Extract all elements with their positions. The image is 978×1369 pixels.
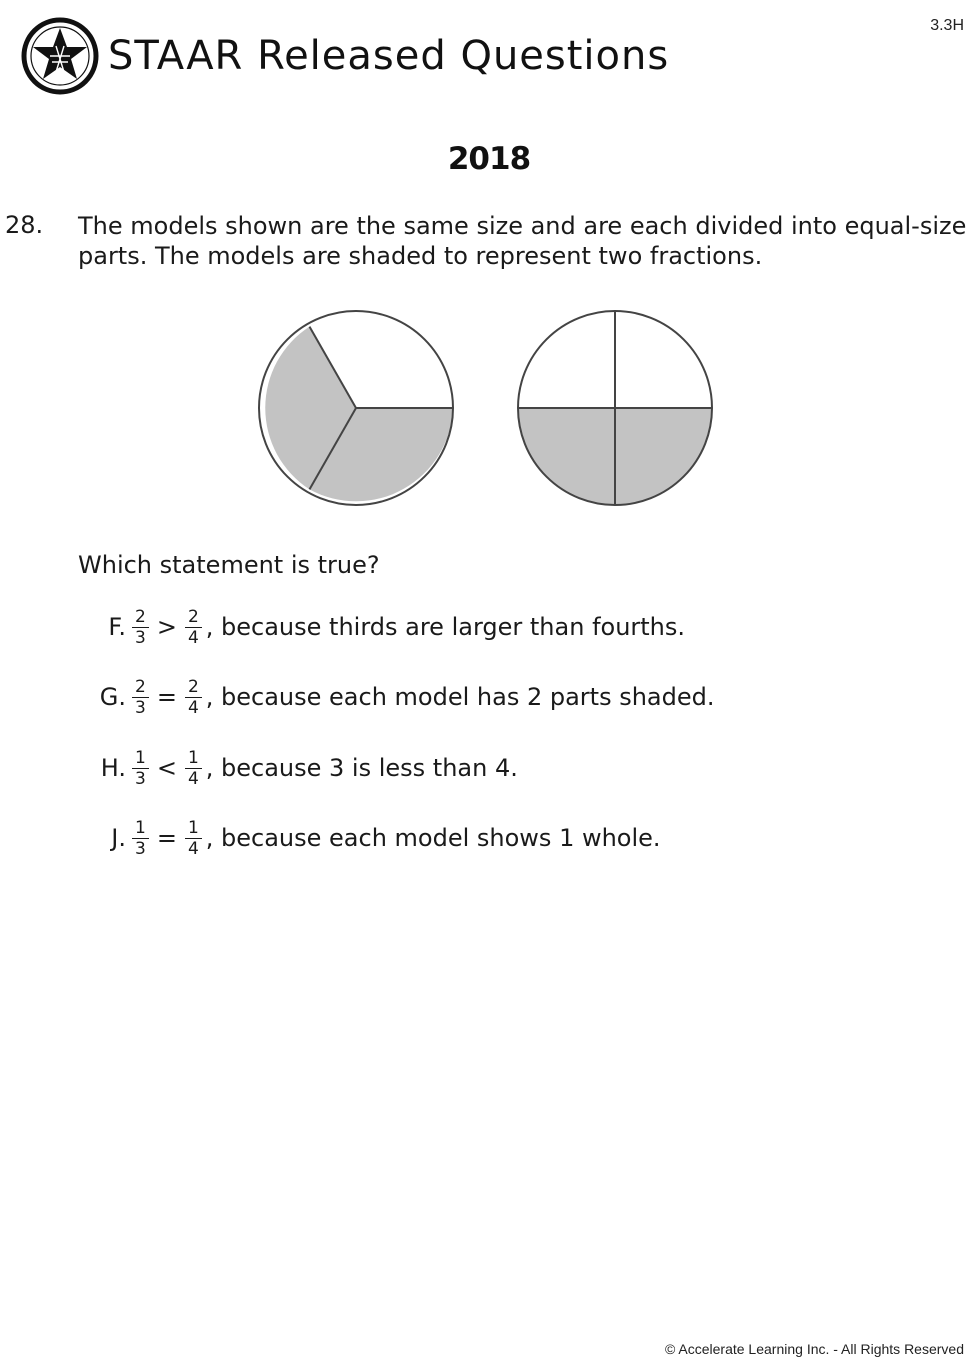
fraction-b: $\frac{2}{4}$ — [185, 607, 202, 648]
fraction-models — [256, 305, 716, 511]
choice-text: , because each model has 2 parts shaded. — [205, 683, 715, 711]
year-heading: 2018 — [447, 141, 531, 177]
choice-letter: G. — [99, 683, 126, 711]
choice-letter: J. — [111, 824, 126, 852]
choice-letter: H. — [100, 754, 126, 782]
fraction-a: $\frac{2}{3}$ — [132, 607, 149, 648]
comparison-operator: = — [156, 824, 177, 852]
star-logo-icon — [20, 16, 100, 96]
answer-choice-g[interactable] — [80, 672, 715, 722]
choice-text: , because each model shows 1 whole. — [205, 824, 661, 852]
fraction-a: $\frac{1}{3}$ — [132, 818, 149, 859]
choice-letter: F. — [108, 613, 126, 641]
choice-text: , because 3 is less than 4. — [205, 754, 518, 782]
fraction-b: $\frac{1}{4}$ — [185, 818, 202, 859]
fraction-a: $\frac{1}{3}$ — [132, 748, 149, 789]
comparison-operator: = — [156, 683, 177, 711]
standard-code: 3.3H — [930, 17, 964, 34]
fraction-a: $\frac{2}{3}$ — [132, 677, 149, 718]
question-prompt: Which statement is true? — [78, 551, 380, 579]
comparison-operator: < — [156, 754, 177, 782]
copyright-footer: © Accelerate Learning Inc. - All Rights Reserved — [664, 1341, 964, 1357]
answer-choice-h[interactable] — [80, 743, 518, 793]
fourths-circle-model — [518, 311, 712, 505]
comparison-operator: > — [156, 613, 177, 641]
fraction-b: $\frac{2}{4}$ — [185, 677, 202, 718]
answer-choice-f[interactable] — [80, 602, 685, 652]
answer-choice-j[interactable] — [80, 813, 661, 863]
question-text: The models shown are the same size and are each divided into equal-size parts. The models are shaded to represent two fractions. — [78, 212, 967, 270]
choice-text: , because thirds are larger than fourths. — [205, 613, 686, 641]
question-number: 28. — [5, 211, 44, 239]
fraction-b: $\frac{1}{4}$ — [185, 748, 202, 789]
header-title: STAAR Released Questions — [108, 33, 670, 79]
thirds-circle-model — [259, 311, 453, 505]
